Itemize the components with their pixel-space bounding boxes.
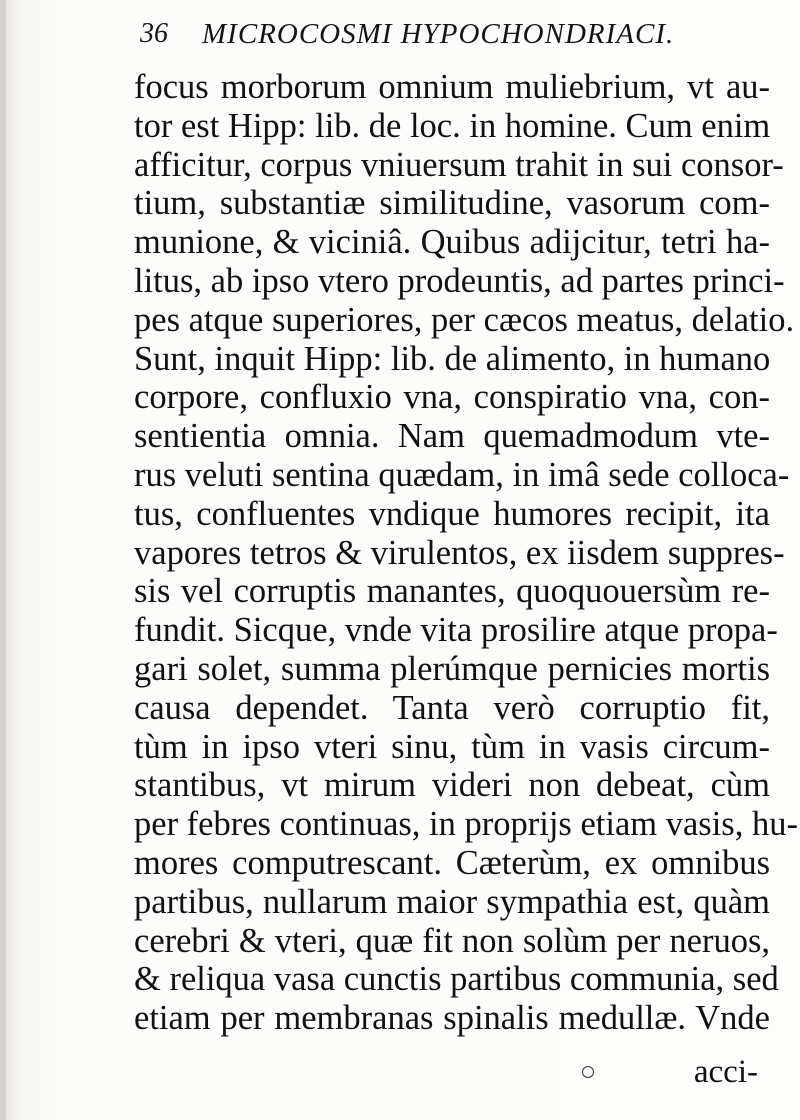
text-line: per febres continuas, in proprijs etiam vasis, hu- bbox=[134, 805, 798, 844]
text-line: & reliqua vasa cunctis partibus communia, sed bbox=[134, 960, 779, 999]
text-line: partibus, nullarum maior sympathia est, quàm bbox=[134, 882, 770, 921]
body-text bbox=[134, 68, 798, 1038]
text-line: mores computrescant. Cæterùm, ex omnibus bbox=[134, 843, 770, 882]
text-line: etiam per membranas spinalis medullæ. Vnde bbox=[134, 999, 770, 1038]
page-number: 36 bbox=[140, 18, 168, 49]
text-line: causa dependet. Tanta verò corruptio fit, bbox=[134, 688, 770, 727]
text-line: tus, confluentes vndique humores recipit, ita bbox=[134, 494, 770, 533]
page-header bbox=[140, 16, 740, 56]
text-line: rus veluti sentina quædam, in imâ sede colloca- bbox=[134, 455, 790, 494]
text-line: tor est Hipp: lib. de loc. in homine. Cum enim bbox=[134, 106, 771, 145]
running-title: MICROCOSMI HYPOCHONDRIACI. bbox=[202, 18, 675, 50]
text-line: pes atque superiores, per cæcos meatus, delatio. bbox=[134, 300, 795, 339]
page-gutter-shadow bbox=[0, 0, 6, 1120]
text-line: tùm in ipso vteri sinu, tùm in vasis circum- bbox=[134, 727, 770, 766]
text-line: sis vel corruptis manantes, quoquouersùm re- bbox=[134, 572, 770, 611]
text-line: stantibus, vt mirum videri non debeat, cùm bbox=[134, 766, 770, 805]
text-line: litus, ab ipso vtero prodeuntis, ad partes princi- bbox=[134, 261, 785, 300]
text-line: vapores tetros & virulentos, ex iisdem suppres- bbox=[134, 533, 785, 572]
text-line: gari solet, summa plerúmque pernicies mortis bbox=[134, 649, 770, 688]
text-line: corpore, confluxio vna, conspiratio vna, con- bbox=[134, 378, 770, 417]
text-line: afficitur, corpus vniuersum trahit in sui consor- bbox=[134, 145, 784, 184]
text-line: cerebri & vteri, quæ fit non solùm per neruos, bbox=[134, 921, 770, 960]
ink-spot-mark bbox=[582, 1066, 594, 1078]
catchword: acci- bbox=[693, 1054, 758, 1090]
text-line: focus morborum omnium muliebrium, vt au- bbox=[134, 68, 770, 106]
text-line: Sunt, inquit Hipp: lib. de alimento, in humano bbox=[134, 339, 771, 378]
text-line: sentientia omnia. Nam quemadmodum vte- bbox=[134, 417, 770, 456]
text-line: fundit. Sicque, vnde vita prosilire atque propa- bbox=[134, 611, 778, 650]
text-line: munione, & viciniâ. Quibus adijcitur, tetri ha- bbox=[134, 223, 770, 262]
text-line: tium, substantiæ similitudine, vasorum com- bbox=[134, 184, 770, 223]
